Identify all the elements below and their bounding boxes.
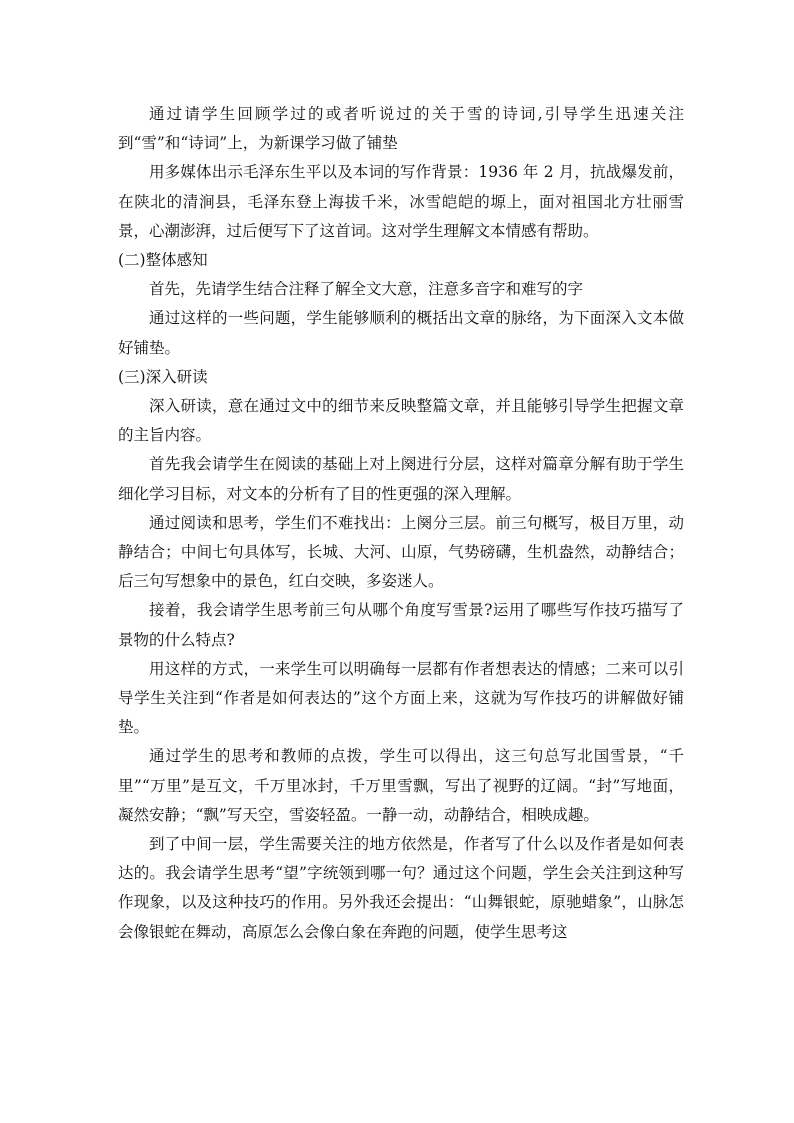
paragraph-method: 用这样的方式，一来学生可以明确每一层都有作者想表达的情感；二来可以引导学生关注到“作者是如何表达的”这个方面上来，这就为写作技巧的讲解做好铺垫。 [118,659,684,737]
paragraph-three-layers: 通过阅读和思考，学生们不难找出：上阕分三层。前三句概写，极目万里，动静结合；中间七句具体写，长城、大河、山原，气势磅礴，生机盎然，动静结合；后三句写想象中的景色，红白交映，多姿迷人。 [118,513,684,591]
paragraph-review-snow-poems: 通过请学生回顾学过的或者听说过的关于雪的诗词,引导学生迅速关注到“雪”和“诗词”上，为新课学习做了铺垫 [118,105,684,153]
paragraph-deep-reading-intro: 深入研读，意在通过文中的细节来反映整篇文章，并且能够引导学生把握文章的主旨内容。 [118,397,684,445]
section-heading-deep-reading: (三)深入研读 [118,367,208,386]
document-page [118,100,684,947]
paragraph-background: 用多媒体出示毛泽东生平以及本词的写作背景：1936 年 2 月，抗战爆发前，在陕北的清涧县，毛泽东登上海拔千米，冰雪皑皑的塬上，面对祖国北方壮丽雪景，心潮澎湃，过后便写下了这首词。这对学生理解文本情感有帮助。 [118,163,684,240]
paragraph-outline: 通过这样的一些问题，学生能够顺利的概括出文章的脉络，为下面深入文本做好铺垫。 [118,309,684,357]
paragraph-middle-layer: 到了中间一层，学生需要关注的地方依然是，作者写了什么以及作者是如何表达的。我会请学生思考“望”字统领到哪一句？通过这个问题，学生会关注到这种写作现象，以及这种技巧的作用。另外我还会提出：“山舞银蛇，原驰蜡象”，山脉怎会像银蛇在舞动，高原怎么会像白象在奔跑的问题，使学生思考这 [118,835,684,941]
section-heading-overall: (二)整体感知 [118,251,208,270]
paragraph-first-three-lines: 接着，我会请学生思考前三句从哪个角度写雪景?运用了哪些写作技巧描写了景物的什么特点? [118,601,684,649]
paragraph-guidance: 通过学生的思考和教师的点拨，学生可以得出，这三句总写北国雪景，“千里”“万里”是互文，千万里冰封，千万里雪飘，写出了视野的辽阔。“封”写地面，凝然安静；“飘”写天空，雪姿轻盈。一静一动，动静结合，相映成趣。 [118,747,684,824]
paragraph-layering: 首先我会请学生在阅读的基础上对上阕进行分层，这样对篇章分解有助于学生细化学习目标，对文本的分析有了目的性更强的深入理解。 [118,455,684,503]
paragraph-annotations: 首先，先请学生结合注释了解全文大意，注意多音字和难写的字 [149,280,584,299]
